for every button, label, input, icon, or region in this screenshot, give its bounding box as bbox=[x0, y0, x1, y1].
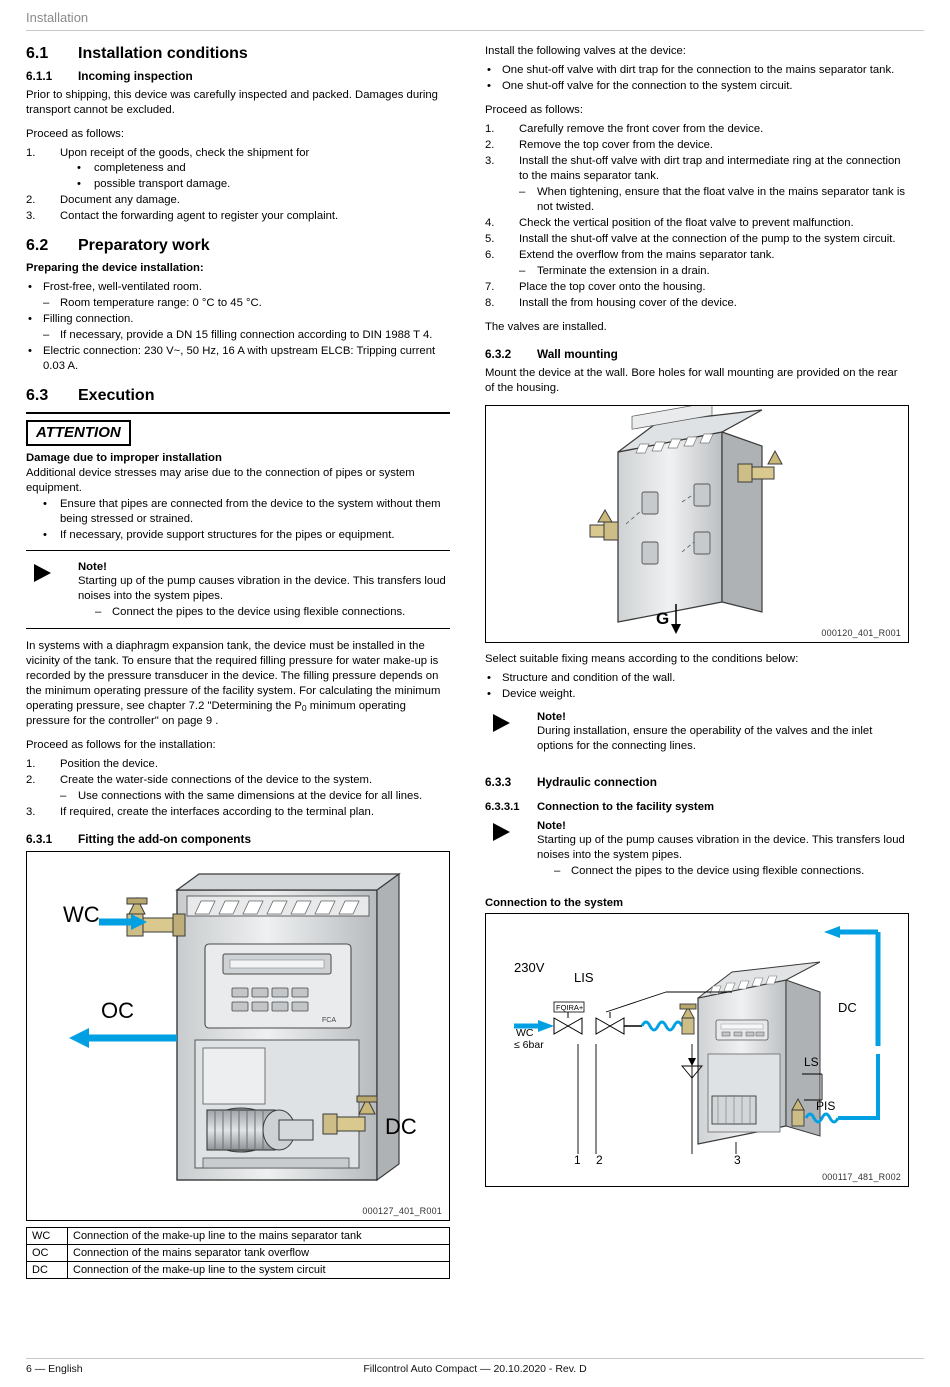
section-heading-6-1-1 bbox=[26, 69, 450, 84]
list-marker: • bbox=[487, 688, 491, 701]
list-marker: • bbox=[43, 528, 47, 541]
figure-caption: Connection to the system bbox=[485, 897, 624, 909]
paragraph-installation-proceed: Proceed as follows for the installation: bbox=[26, 739, 216, 752]
list-item bbox=[485, 63, 909, 78]
section-heading-6-3 bbox=[26, 386, 450, 405]
list-marker: 3. bbox=[26, 806, 36, 819]
list-item bbox=[26, 146, 450, 192]
section-number: 6.2 bbox=[26, 237, 49, 255]
attention-badge: ATTENTION bbox=[26, 420, 131, 446]
list-text: Connect the pipes to the device using flexible connections. bbox=[112, 605, 406, 618]
list-text: Terminate the extension in a drain. bbox=[537, 265, 710, 278]
section-heading-6-3-3-1 bbox=[485, 800, 909, 814]
list-text: Room temperature range: 0 °C to 45 °C. bbox=[60, 297, 262, 310]
hydraulic-schematic bbox=[486, 914, 908, 1184]
list-item bbox=[485, 264, 909, 279]
list-marker: • bbox=[28, 281, 32, 294]
section-heading-6-3-3 bbox=[485, 775, 909, 790]
note-title: Note! bbox=[78, 560, 107, 573]
list-marker: 8. bbox=[485, 297, 495, 310]
list-item bbox=[26, 773, 450, 788]
list-marker: 2. bbox=[485, 139, 495, 152]
subscript-zero: 0 bbox=[301, 702, 307, 713]
list-text: Connect the pipes to the device using flexible connections. bbox=[571, 864, 865, 877]
figure-label-oc: OC bbox=[101, 997, 134, 1023]
legend-key: OC bbox=[27, 1244, 68, 1261]
list-marker: 3. bbox=[26, 210, 36, 223]
section-heading-6-3-1 bbox=[26, 832, 450, 847]
legend-key: DC bbox=[27, 1261, 68, 1278]
list-marker: – bbox=[519, 265, 526, 278]
paragraph-text-b: minimum operating pressure for the controller" on page 9 . bbox=[26, 699, 406, 728]
list-item bbox=[26, 528, 450, 543]
footer-center: Fillcontrol Auto Compact — 20.10.2020 - Rev. D bbox=[363, 1363, 587, 1375]
paragraph-wall-mounting: Mount the device at the wall. Bore holes for wall mounting are provided on the rear of the housing. bbox=[485, 367, 898, 395]
list-text: Remove the top cover from the device. bbox=[519, 139, 714, 152]
figure-label-wc: WC bbox=[516, 1027, 534, 1039]
note-box-operability bbox=[485, 711, 909, 761]
list-text: Contact the forwarding agent to register your complaint. bbox=[60, 210, 339, 223]
list-item bbox=[26, 209, 450, 224]
note-dash-list bbox=[537, 864, 909, 879]
list-conditions bbox=[485, 671, 909, 702]
list-text: Carefully remove the front cover from the device. bbox=[519, 123, 764, 136]
list-item bbox=[60, 177, 450, 192]
list-marker: 1. bbox=[26, 146, 36, 159]
list-item bbox=[26, 296, 450, 311]
list-marker: 1. bbox=[485, 123, 495, 136]
page-header: Installation bbox=[26, 10, 924, 31]
legend-table bbox=[26, 1227, 450, 1279]
note-body: Starting up of the pump causes vibration in the device. This transfers loud noises into the system pipes. bbox=[78, 574, 446, 602]
list-marker: • bbox=[487, 64, 491, 77]
attention-title: Damage due to improper installation bbox=[26, 451, 222, 464]
list-marker: • bbox=[28, 313, 32, 326]
section-title: Incoming inspection bbox=[78, 69, 193, 84]
figure-label-g: G bbox=[656, 609, 670, 629]
list-text: Document any damage. bbox=[60, 194, 180, 207]
paragraph-prep-title: Preparing the device installation: bbox=[26, 262, 204, 275]
attention-box bbox=[26, 412, 450, 551]
figure-label-dc: DC bbox=[838, 1000, 857, 1015]
section-number: 6.3 bbox=[26, 387, 49, 405]
list-item bbox=[485, 232, 909, 247]
figure-label-wc: WC bbox=[63, 901, 100, 927]
list-item bbox=[26, 789, 450, 804]
left-column bbox=[26, 44, 450, 1279]
list-item bbox=[485, 671, 909, 686]
list-text: Use connections with the same dimensions at the device for all lines. bbox=[78, 790, 423, 803]
list-item bbox=[26, 757, 450, 772]
list-item bbox=[485, 280, 909, 295]
list-marker: 2. bbox=[26, 774, 36, 787]
list-marker: – bbox=[43, 329, 50, 342]
device-diagram-front bbox=[27, 852, 449, 1218]
triangle-icon bbox=[493, 714, 510, 732]
figure-code: 000117_481_R002 bbox=[822, 1172, 901, 1182]
note-box-vibration bbox=[26, 561, 450, 629]
figure-label-230v: 230V bbox=[514, 960, 545, 975]
list-text: Filling connection. bbox=[43, 313, 134, 326]
sub-list bbox=[60, 161, 450, 192]
legend-value: Connection of the make-up line to the system circuit bbox=[68, 1261, 450, 1278]
list-installation-steps bbox=[26, 757, 450, 820]
legend-value: Connection of the mains separator tank overflow bbox=[68, 1244, 450, 1261]
paragraph-valves-installed: The valves are installed. bbox=[485, 321, 607, 334]
note-title: Note! bbox=[537, 819, 566, 832]
list-marker: – bbox=[60, 790, 67, 803]
list-marker: 3. bbox=[485, 155, 495, 168]
list-marker: 7. bbox=[485, 281, 495, 294]
list-item bbox=[26, 344, 450, 374]
list-text: When tightening, ensure that the float valve in the mains separator tank is not twisted. bbox=[537, 186, 905, 214]
note-body: Starting up of the pump causes vibration in the device. This transfers loud noises into the system pipes. bbox=[537, 833, 905, 861]
list-marker: 5. bbox=[485, 233, 495, 246]
list-item bbox=[485, 248, 909, 263]
list-marker: – bbox=[43, 297, 50, 310]
attention-bullets bbox=[26, 497, 450, 543]
figure-label-fqira: FQIRA+ bbox=[556, 1003, 584, 1012]
figure-label-bar: ≤ 6bar bbox=[514, 1039, 544, 1051]
list-item bbox=[26, 497, 450, 527]
table-row bbox=[27, 1244, 450, 1261]
list-item bbox=[485, 138, 909, 153]
section-number: 6.3.3 bbox=[485, 775, 512, 790]
section-title: Connection to the facility system bbox=[537, 800, 715, 813]
list-item bbox=[485, 185, 909, 215]
section-title: Preparatory work bbox=[78, 237, 210, 255]
list-item bbox=[60, 161, 450, 176]
list-item bbox=[26, 805, 450, 820]
list-text: If necessary, provide support structures for the pipes or equipment. bbox=[60, 528, 395, 541]
figure-label-3: 3 bbox=[734, 1153, 741, 1167]
figure-wall-mounting bbox=[485, 405, 909, 643]
list-text: One shut-off valve with dirt trap for the connection to the mains separator tank. bbox=[502, 64, 895, 77]
list-item bbox=[26, 328, 450, 343]
list-text: If necessary, provide a DN 15 filling connection according to DIN 1988 T 4. bbox=[60, 329, 433, 342]
list-item bbox=[485, 122, 909, 137]
list-text: Position the device. bbox=[60, 758, 158, 771]
list-text: Device weight. bbox=[502, 688, 576, 701]
section-title: Hydraulic connection bbox=[537, 775, 657, 790]
note-box-vibration-2 bbox=[485, 820, 909, 887]
list-text: Structure and condition of the wall. bbox=[502, 672, 676, 685]
list-incoming-steps bbox=[26, 146, 450, 224]
list-valve-steps bbox=[485, 122, 909, 311]
figure-label-pis: PIS bbox=[816, 1099, 836, 1113]
list-text: Check the vertical position of the float valve to prevent malfunction. bbox=[519, 217, 854, 230]
list-item bbox=[26, 312, 450, 327]
section-title: Installation conditions bbox=[78, 45, 248, 62]
list-item bbox=[485, 687, 909, 702]
list-marker: 2. bbox=[26, 194, 36, 207]
attention-body: Additional device stresses may arise due to the connection of pipes or system equipment. bbox=[26, 466, 415, 494]
figure-label-lis: LIS bbox=[574, 970, 594, 985]
paragraph-text-a: In systems with a diaphragm expansion tank, the device must be installed in the vicinity of the tank. To ensure that the required filling pressure for water make-up is recorded by the pressure transducer in the device. The filling pressure depends on the minimum operating pressure of the facility system. For calculating the minimum operating pressure, see chapter 7.2 "Determining the P bbox=[26, 639, 441, 712]
figure-add-on-components bbox=[26, 851, 450, 1221]
figure-connection-to-system bbox=[485, 913, 909, 1187]
list-text: Place the top cover onto the housing. bbox=[519, 281, 706, 294]
section-number: 6.1.1 bbox=[26, 69, 53, 84]
legend-key: WC bbox=[27, 1227, 68, 1244]
paragraph-diaphragm-tank bbox=[26, 639, 450, 729]
section-heading-6-2 bbox=[26, 236, 450, 255]
section-heading-6-1 bbox=[26, 44, 450, 63]
section-number: 6.1 bbox=[26, 45, 49, 62]
list-marker: • bbox=[487, 80, 491, 93]
device-diagram-rear bbox=[486, 406, 908, 640]
section-heading-6-3-2 bbox=[485, 347, 909, 362]
list-text: Electric connection: 230 V~, 50 Hz, 16 A with upstream ELCB: Tripping current 0.03 A. bbox=[43, 345, 436, 373]
list-item bbox=[485, 216, 909, 231]
list-marker: 4. bbox=[485, 217, 495, 230]
svg-text:FCA: FCA bbox=[322, 1016, 336, 1024]
list-item bbox=[485, 154, 909, 184]
list-text: If required, create the interfaces according to the terminal plan. bbox=[60, 806, 374, 819]
footer-left: 6 — English bbox=[26, 1363, 83, 1375]
list-text: completeness and bbox=[94, 161, 186, 174]
list-item bbox=[26, 193, 450, 208]
list-marker: • bbox=[28, 345, 32, 358]
note-dash-list bbox=[78, 605, 450, 620]
paragraph-proceed-right: Proceed as follows: bbox=[485, 104, 583, 117]
list-item bbox=[485, 296, 909, 311]
section-number: 6.3.3.1 bbox=[485, 800, 520, 813]
list-marker: • bbox=[77, 178, 81, 190]
paragraph-proceed: Proceed as follows: bbox=[26, 127, 124, 140]
right-column bbox=[485, 44, 909, 1187]
figure-code: 000120_401_R001 bbox=[821, 628, 901, 639]
figure-code: 000127_401_R001 bbox=[362, 1205, 442, 1216]
list-item bbox=[485, 79, 909, 94]
list-preparation bbox=[26, 280, 450, 374]
section-number: 6.3.1 bbox=[26, 832, 53, 847]
paragraph-fixing-means: Select suitable fixing means according to the conditions below: bbox=[485, 653, 799, 666]
table-row bbox=[27, 1227, 450, 1244]
list-text: One shut-off valve for the connection to the system circuit. bbox=[502, 80, 793, 93]
section-title: Fitting the add-on components bbox=[78, 832, 252, 847]
list-item bbox=[78, 605, 450, 620]
list-marker: 1. bbox=[26, 758, 36, 771]
figure-label-1: 1 bbox=[574, 1153, 581, 1167]
list-text: Install the shut-off valve with dirt trap and intermediate ring at the connection to the mains separator tank. bbox=[519, 155, 901, 183]
section-title: Wall mounting bbox=[537, 347, 618, 362]
list-marker: – bbox=[554, 864, 561, 877]
page-footer bbox=[26, 1358, 924, 1375]
list-text: Frost-free, well-ventilated room. bbox=[43, 281, 202, 294]
list-text: Upon receipt of the goods, check the shipment for bbox=[60, 146, 310, 159]
figure-label-dc: DC bbox=[385, 1113, 417, 1139]
list-item bbox=[26, 280, 450, 295]
triangle-icon bbox=[34, 564, 51, 582]
list-marker: • bbox=[487, 672, 491, 685]
list-text: Install the from housing cover of the device. bbox=[519, 297, 737, 310]
paragraph-install-valves: Install the following valves at the device: bbox=[485, 45, 686, 57]
table-row bbox=[27, 1261, 450, 1278]
list-marker: • bbox=[77, 161, 81, 174]
list-valves bbox=[485, 63, 909, 94]
list-text: Ensure that pipes are connected from the device to the system without them being stressed or strained. bbox=[60, 497, 441, 525]
figure-label-ls: LS bbox=[804, 1055, 819, 1069]
list-item bbox=[537, 864, 909, 879]
section-title: Execution bbox=[78, 387, 155, 405]
note-body: During installation, ensure the operability of the valves and the inlet options for the connecting lines. bbox=[537, 725, 873, 753]
list-marker: 6. bbox=[485, 249, 495, 262]
list-text: Create the water-side connections of the device to the system. bbox=[60, 774, 373, 787]
list-text: possible transport damage. bbox=[94, 178, 231, 190]
list-marker: – bbox=[95, 605, 102, 618]
triangle-icon bbox=[493, 823, 510, 841]
list-text: Install the shut-off valve at the connection of the pump to the system circuit. bbox=[519, 233, 896, 246]
legend-value: Connection of the make-up line to the mains separator tank bbox=[68, 1227, 450, 1244]
section-number: 6.3.2 bbox=[485, 347, 512, 362]
list-text: Extend the overflow from the mains separator tank. bbox=[519, 249, 775, 262]
paragraph-incoming-inspection: Prior to shipping, this device was carefully inspected and packed. Damages during transport cannot be excluded. bbox=[26, 88, 438, 116]
figure-label-2: 2 bbox=[596, 1153, 603, 1167]
list-marker: – bbox=[519, 186, 526, 199]
note-title: Note! bbox=[537, 711, 566, 724]
list-marker: • bbox=[43, 497, 47, 510]
